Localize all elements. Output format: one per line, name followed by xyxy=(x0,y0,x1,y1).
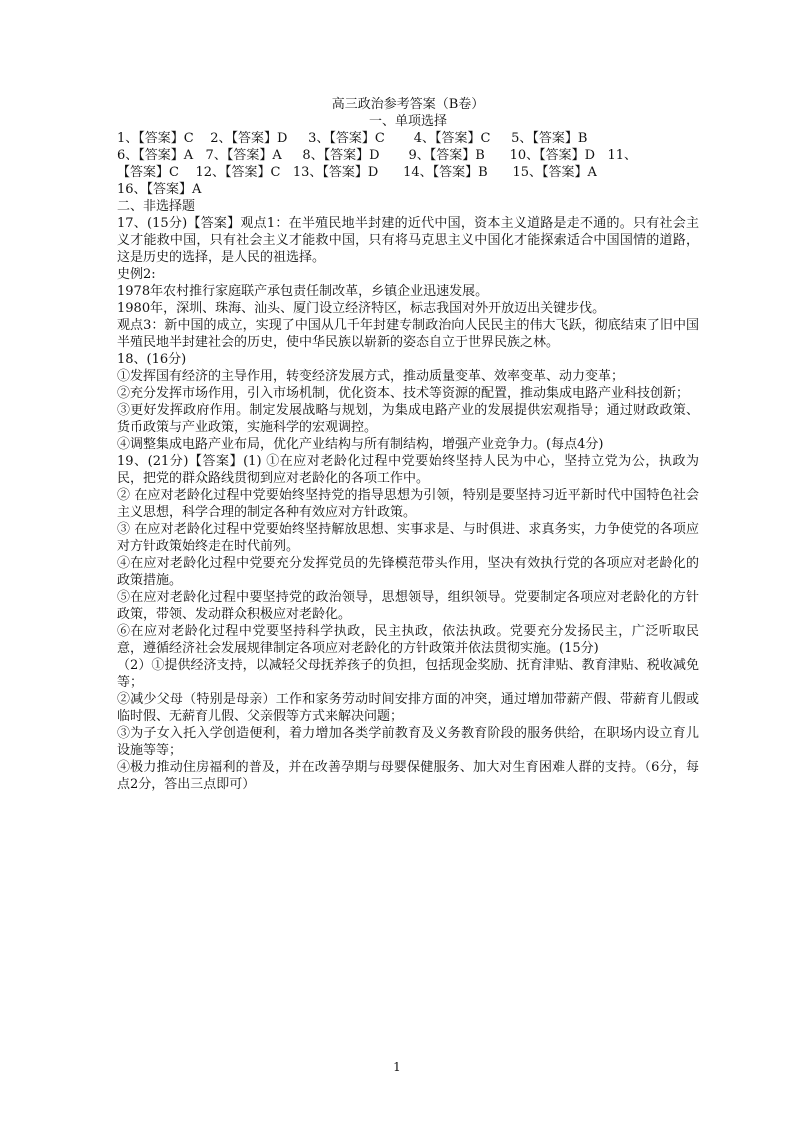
answer-document xyxy=(117,96,699,793)
paragraph: ②充分发挥市场作用，引入市场机制，优化资本、技术等资源的配置，推动集成电路产业科技创新； xyxy=(117,386,690,401)
paragraph: 18、(16分) xyxy=(117,352,187,367)
page-number: 1 xyxy=(393,1060,401,1074)
answer-key-block xyxy=(117,130,699,198)
paragraph: ③为子女入托入学创造便利，着力增加各类学前教育及义务教育阶段的服务供给，在职场内设立育儿设施等等； xyxy=(117,726,699,758)
paragraph: 1980年，深圳、珠海、汕头、厦门设立经济特区，标志我国对外开放迈出关键步伐。 xyxy=(117,301,606,316)
answer-row: 16、【答案】A xyxy=(117,182,202,197)
section-heading-non-choice: 二、非选择题 xyxy=(117,199,196,214)
paragraph: ② 在应对老龄化过程中党要始终坚持党的指导思想为引领，特别是要坚持习近平新时代中国特色社会主义思想，科学合理的制定各种有效应对方针政策。 xyxy=(117,488,699,520)
paragraph: 19、(21分)【答案】(1) ①在应对老龄化过程中党要始终坚持人民为中心，坚持立党为公，执政为民，把党的群众路线贯彻到应对老龄化的各项工作中。 xyxy=(117,454,699,486)
paragraph: ⑤在应对老龄化过程中要坚持党的政治领导，思想领导，组织领导。党要制定各项应对老龄化的方针政策，带领、发动群众积极应对老龄化。 xyxy=(117,590,699,622)
paragraph: 史例2: xyxy=(117,267,156,282)
section-heading-single-choice: 一、单项选择 xyxy=(368,114,447,129)
paragraph: 1978年农村推行家庭联产承包责任制改革，乡镇企业迅速发展。 xyxy=(117,284,489,299)
paragraph: ④在应对老龄化过程中党要充分发挥党员的先锋模范带头作用，坚决有效执行党的各项应对老龄化的政策措施。 xyxy=(117,556,699,588)
paragraph: ④极力推动住房福利的普及，并在改善孕期与母婴保健服务、加大对生育困难人群的支持。（6分，每点2分，答出三点即可） xyxy=(117,760,699,792)
answer-row: 6、【答案】A 7、【答案】A 8、【答案】D 9、【答案】B 10、【答案】D 11、 xyxy=(117,148,638,163)
answer-body xyxy=(117,215,699,793)
paragraph: ③ 在应对老龄化过程中党要始终坚持解放思想、实事求是、与时俱进、求真务实，力争使党的各项应对方针政策始终走在时代前列。 xyxy=(117,522,699,554)
paragraph: 17、(15分)【答案】观点1：在半殖民地半封建的近代中国，资本主义道路是走不通的。只有社会主义才能救中国，只有社会主义才能救中国，只有将马克思主义中国化才能探索适合中国国情的道路，这是历史的选择，是人民的祖选择。 xyxy=(117,216,699,265)
answer-row: 【答案】C 12、【答案】C 13、【答案】D 14、【答案】B 15、【答案】A xyxy=(117,165,597,180)
document-title: 高三政治参考答案（B卷） xyxy=(331,97,485,112)
paragraph: ⑥在应对老龄化过程中党要坚持科学执政，民主执政，依法执政。党要充分发扬民主，广泛听取民意，遵循经济社会发展规律制定各项应对老龄化的方针政策并依法贯彻实施。(15分) xyxy=(117,624,699,656)
paragraph: 观点3：新中国的成立，实现了中国从几千年封建专制政治向人民民主的伟大飞跃，彻底结束了旧中国半殖民地半封建社会的历史，使中华民族以崭新的姿态自立于世界民族之林。 xyxy=(117,318,699,350)
paragraph: ②减少父母（特别是母亲）工作和家务劳动时间安排方面的冲突，通过增加带薪产假、带薪育儿假或临时假、无薪育儿假、父亲假等方式来解决问题； xyxy=(117,692,699,724)
paragraph: ③更好发挥政府作用。制定发展战略与规划，为集成电路产业的发展提供宏观指导；通过财政政策、货币政策与产业政策，实施科学的宏观调控。 xyxy=(117,403,699,435)
paragraph: ①发挥国有经济的主导作用，转变经济发展方式，推动质量变革、效率变革、动力变革； xyxy=(117,369,625,384)
answer-row: 1、【答案】C 2、【答案】D 3、【答案】C 4、【答案】C 5、【答案】B xyxy=(117,131,588,146)
paragraph: ④调整集成电路产业布局，优化产业结构与所有制结构，增强产业竞争力。(每点4分) xyxy=(117,437,604,452)
paragraph: （2）①提供经济支持，以减轻父母抚养孩子的负担，包括现金奖励、抚育津贴、教育津贴、税收减免等； xyxy=(117,658,699,690)
